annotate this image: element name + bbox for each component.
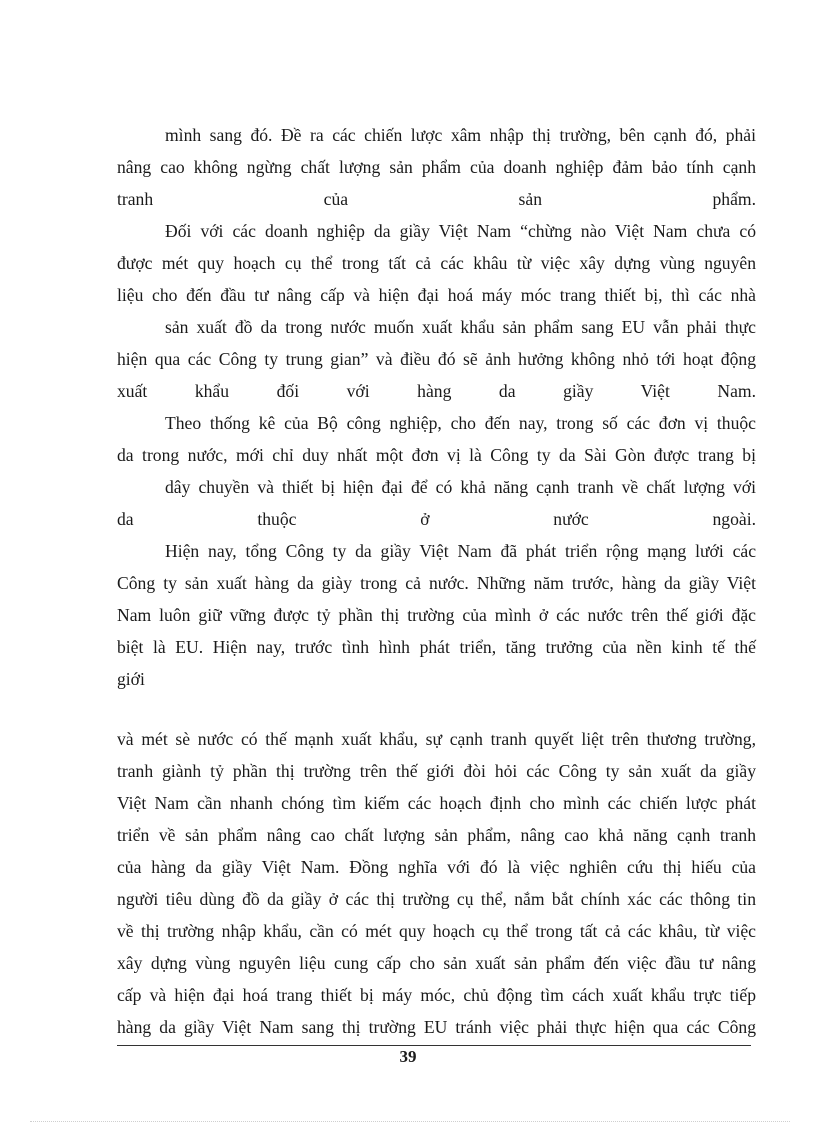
paragraph-line: Việt Nam cần nhanh chóng tìm kiếm các hoạch định cho mình các chiến lược phát: [117, 793, 756, 813]
paragraph-line: của hàng da giầy Việt Nam. Đồng nghĩa với đó là việc nghiên cứu thị hiếu của: [117, 857, 756, 877]
paragraph-line: xuất khẩu đối với hàng da giầy Việt Nam.: [117, 381, 756, 401]
paragraph-line: xây dựng vùng nguyên liệu cung cấp cho sản xuất sản phẩm đến việc đầu tư nâng: [117, 953, 756, 973]
paragraph-line: hàng da giầy Việt Nam sang thị trường EU tránh việc phải thực hiện qua các Công: [117, 1017, 756, 1037]
paragraph-line: da thuộc ở nước ngoài.: [117, 509, 756, 529]
paragraph-line: Theo thống kê của Bộ công nghiệp, cho đến nay, trong số các đơn vị thuộc: [165, 413, 756, 433]
paragraph-line: nâng cao không ngừng chất lượng sản phẩm của doanh nghiệp đảm bảo tính cạnh: [117, 157, 756, 177]
paragraph-line: mình sang đó. Đề ra các chiến lược xâm nhập thị trường, bên cạnh đó, phải: [165, 125, 756, 145]
paragraph-line: và mét sè nước có thế mạnh xuất khẩu, sự cạnh tranh quyết liệt trên thương trường,: [117, 729, 756, 749]
paragraph-line: Đối với các doanh nghiệp da giầy Việt Nam “chừng nào Việt Nam chưa có: [165, 221, 756, 241]
paragraph-line: Công ty sản xuất hàng da giày trong cả nước. Những năm trước, hàng da giầy Việt: [117, 573, 756, 593]
paragraph-line: về thị trường nhập khẩu, cần có mét quy hoạch cụ thể trong tất cả các khâu, từ việc: [117, 921, 756, 941]
paragraph-line: sản xuất đồ da trong nước muốn xuất khẩu sản phẩm sang EU vẫn phải thực: [165, 317, 756, 337]
page-number: 39: [399, 1047, 417, 1066]
paragraph-line: được mét quy hoạch cụ thể trong tất cả các khâu từ việc xây dựng vùng nguyên: [117, 253, 756, 273]
paragraph-line: tranh giành tỷ phần thị trường trên thế giới đòi hỏi các Công ty sản xuất da giầy: [117, 761, 756, 781]
paragraph-line: cấp và hiện đại hoá trang thiết bị máy móc, chủ động tìm cách xuất khẩu trực tiếp: [117, 985, 756, 1005]
page-bottom-border: [30, 1121, 790, 1122]
paragraph-line: Hiện nay, tổng Công ty da giầy Việt Nam đã phát triển rộng mạng lưới các: [165, 541, 756, 561]
paragraph-line: Nam luôn giữ vững được tỷ phần thị trường của mình ở các nước trên thế giới đặc: [117, 605, 756, 625]
paragraph-line: giới: [117, 669, 145, 689]
paragraph-line: liệu cho đến đầu tư nâng cấp và hiện đại hoá máy móc trang thiết bị, thì các nhà: [117, 285, 756, 305]
paragraph-line: hiện qua các Công ty trung gian” và điều đó sẽ ảnh hưởng không nhỏ tới hoạt động: [117, 349, 756, 369]
paragraph-line: người tiêu dùng đồ da giầy ở các thị trường cụ thể, nắm bắt chính xác các thông tin: [117, 889, 756, 909]
paragraph-line: dây chuyền và thiết bị hiện đại để có khả năng cạnh tranh về chất lượng với: [165, 477, 756, 497]
paragraph-line: triển về sản phẩm nâng cao chất lượng sản phẩm, nâng cao khả năng cạnh tranh: [117, 825, 756, 845]
paragraph-line: tranh của sản phẩm.: [117, 189, 756, 209]
paragraph-line: da trong nước, mới chỉ duy nhất một đơn vị là Công ty da Sài Gòn được trang bị: [117, 445, 756, 465]
paragraph-line: biệt là EU. Hiện nay, trước tình hình phát triển, tăng trưởng của nền kinh tế thế: [117, 637, 756, 657]
